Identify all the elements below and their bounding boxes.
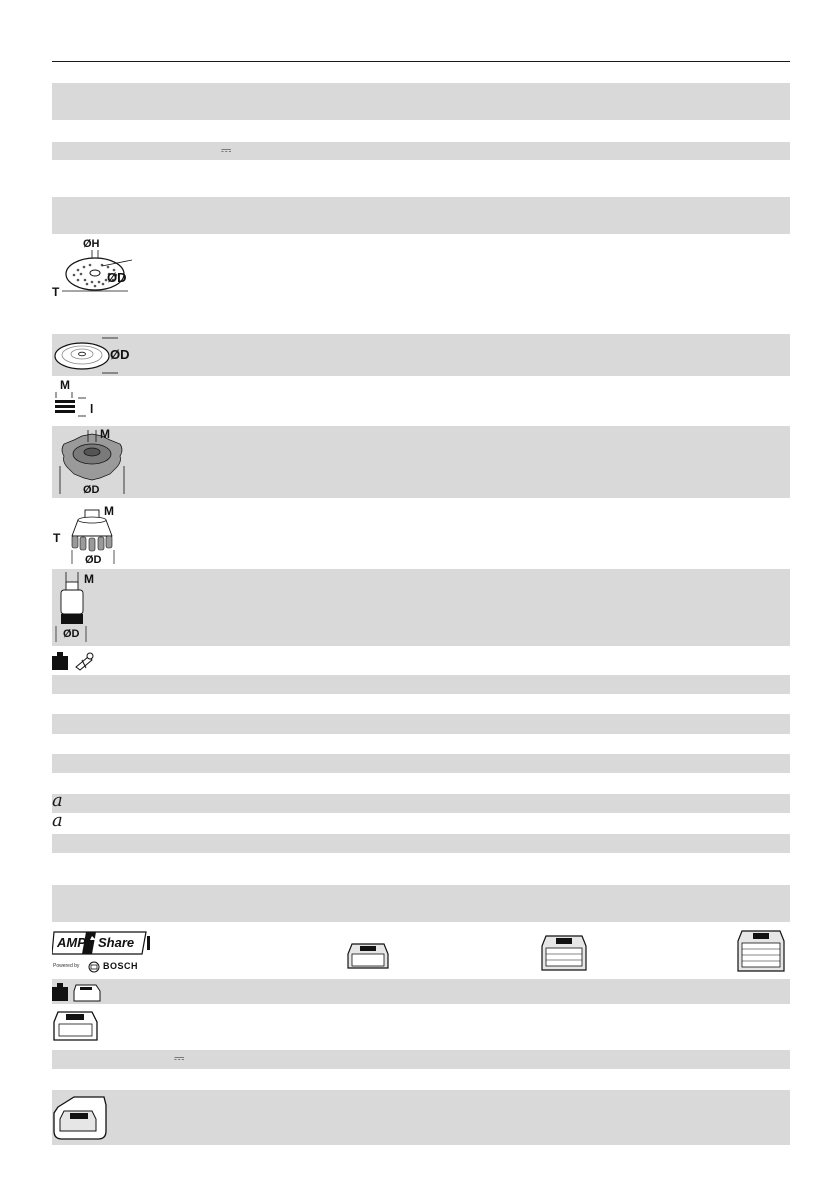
battery-icon bbox=[344, 940, 392, 972]
powered-by-text: Powered by bbox=[53, 963, 80, 969]
table-row bbox=[52, 979, 790, 1004]
vibration-icon: a bbox=[52, 810, 63, 831]
dc-symbol-icon: ⎓ bbox=[221, 142, 232, 157]
vibration-icon: a bbox=[52, 790, 63, 811]
thread-m-label: M bbox=[100, 427, 110, 441]
thread-m-label: M bbox=[104, 504, 114, 518]
table-row bbox=[52, 426, 790, 498]
table-row bbox=[52, 569, 790, 646]
thickness-label: T bbox=[52, 285, 60, 299]
charger-icon bbox=[52, 1093, 108, 1143]
thread-m-label: M bbox=[60, 378, 70, 392]
table-row bbox=[52, 1050, 790, 1069]
battery-icon bbox=[734, 928, 788, 974]
table-row bbox=[52, 675, 790, 694]
table-row bbox=[52, 334, 790, 376]
table-row bbox=[52, 142, 790, 160]
header-rule bbox=[52, 61, 790, 62]
diameter-d-label: ØD bbox=[83, 484, 100, 496]
table-row bbox=[52, 754, 790, 773]
bosch-text: BOSCH bbox=[103, 961, 139, 971]
diameter-d-label: ØD bbox=[107, 270, 127, 285]
table-row bbox=[52, 794, 790, 813]
amp-text: AMP bbox=[57, 935, 86, 950]
diameter-d-label: ØD bbox=[85, 554, 102, 566]
thickness-label: T bbox=[53, 531, 61, 545]
thread-m-label: M bbox=[84, 572, 94, 586]
share-text: Share bbox=[98, 935, 135, 950]
table-row bbox=[52, 197, 790, 234]
dc-symbol-icon: ⎓ bbox=[174, 1050, 185, 1065]
battery-icon bbox=[538, 932, 590, 974]
thread-length-label: l bbox=[90, 402, 94, 416]
battery-icon bbox=[52, 1008, 100, 1044]
weight-battery-icon bbox=[52, 981, 104, 1003]
table-row bbox=[52, 83, 790, 120]
weight-tool-icon bbox=[52, 650, 100, 672]
diameter-h-label: ØH bbox=[83, 238, 100, 250]
table-row bbox=[52, 1090, 790, 1145]
table-row bbox=[52, 885, 790, 922]
table-row bbox=[52, 834, 790, 853]
bosch-logo-icon bbox=[88, 960, 100, 972]
diameter-d-label: ØD bbox=[110, 347, 130, 362]
diameter-d-label: ØD bbox=[63, 628, 80, 640]
table-row bbox=[52, 714, 790, 734]
